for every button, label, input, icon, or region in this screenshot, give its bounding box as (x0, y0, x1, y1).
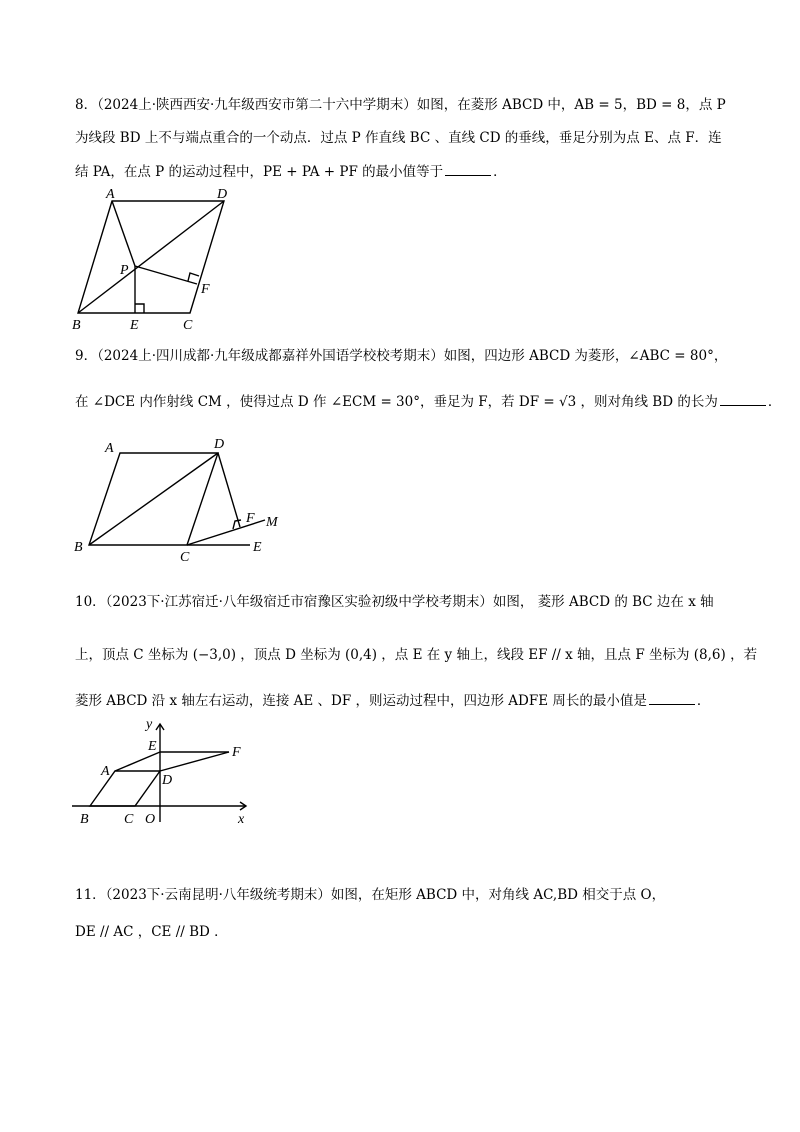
label-E-8: E (130, 318, 139, 333)
label-B-10: B (80, 812, 89, 827)
segment-df-10 (160, 752, 229, 771)
problem-10-line-1: 10．（2023下·江苏宿迁·八年级宿迁市宿豫区实验初级中学校考期末）如图， 菱形 ABCD 的 BC 边在 x 轴 (75, 594, 714, 610)
problem-8-tail: ． (493, 164, 507, 180)
problem-9-line-2-text: 在 ∠DCE 内作射线 CM ，使得过点 D 作 ∠ECM = 30°，垂足为 F，若 DF = √3 ，则对角线 BD 的长为 (75, 394, 718, 410)
label-F-9: F (246, 511, 255, 526)
problem-8-line-3-text: 结 PA，在点 P 的运动过程中，PE + PA + PF 的最小值等于 (75, 164, 444, 180)
problem-10-line-3-text: 菱形 ABCD 沿 x 轴左右运动，连接 AE 、DF ，则运动过程中，四边形 ADFE 周长的最小值是 (75, 693, 647, 709)
label-M-9: M (266, 515, 278, 530)
problem-8-line-2: 为线段 BD 上不与端点重合的一个动点．过点 P 作直线 BC 、直线 CD 的垂线，垂足分别为点 E、点 F．连 (75, 130, 722, 146)
label-A-10: A (101, 764, 110, 779)
label-F-10: F (232, 745, 241, 760)
problem-10-line-2: 上，顶点 C 坐标为 (−3,0) ，顶点 D 坐标为 (0,4) ，点 E 在 y 轴上，线段 EF // x 轴，且点 F 坐标为 (8,6) ，若 (75, 647, 758, 663)
label-x-10: x (238, 812, 245, 827)
label-P-8: P (120, 263, 129, 278)
label-D-8: D (217, 187, 228, 202)
label-C-8: C (183, 318, 193, 333)
segment-ae-10 (115, 752, 160, 771)
label-y-10: y (146, 717, 153, 732)
label-A-8: A (106, 187, 115, 202)
label-E-10: E (148, 739, 157, 754)
label-B-8: B (72, 318, 81, 333)
label-F-8: F (201, 282, 210, 297)
label-C-10: C (124, 812, 134, 827)
problem-9-line-1: 9．（2024上·四川成都·九年级成都嘉祥外国语学校校考期末）如图，四边形 ABCD 为菱形，∠ABC = 80°， (75, 348, 728, 364)
problem-10-tail: ． (696, 693, 711, 709)
problem-11-line-2: DE // AC ，CE // BD ． (75, 924, 228, 940)
label-C-9: C (180, 550, 190, 565)
problem-9-tail: ． (767, 394, 782, 410)
label-B-9: B (74, 540, 83, 555)
label-A-9: A (105, 441, 114, 456)
label-D-9: D (214, 437, 225, 452)
label-E-9: E (253, 540, 262, 555)
problem-11-line-1: 11．（2023下·云南昆明·八年级统考期末）如图，在矩形 ABCD 中，对角线 AC,BD 相交于点 O， (75, 887, 666, 903)
label-D-10: D (162, 773, 173, 788)
label-O-10: O (145, 812, 156, 827)
problem-8-line-1: 8．（2024上·陕西西安·九年级西安市第二十六中学期末）如图，在菱形 ABCD 中，AB = 5，BD = 8，点 P (75, 97, 726, 113)
